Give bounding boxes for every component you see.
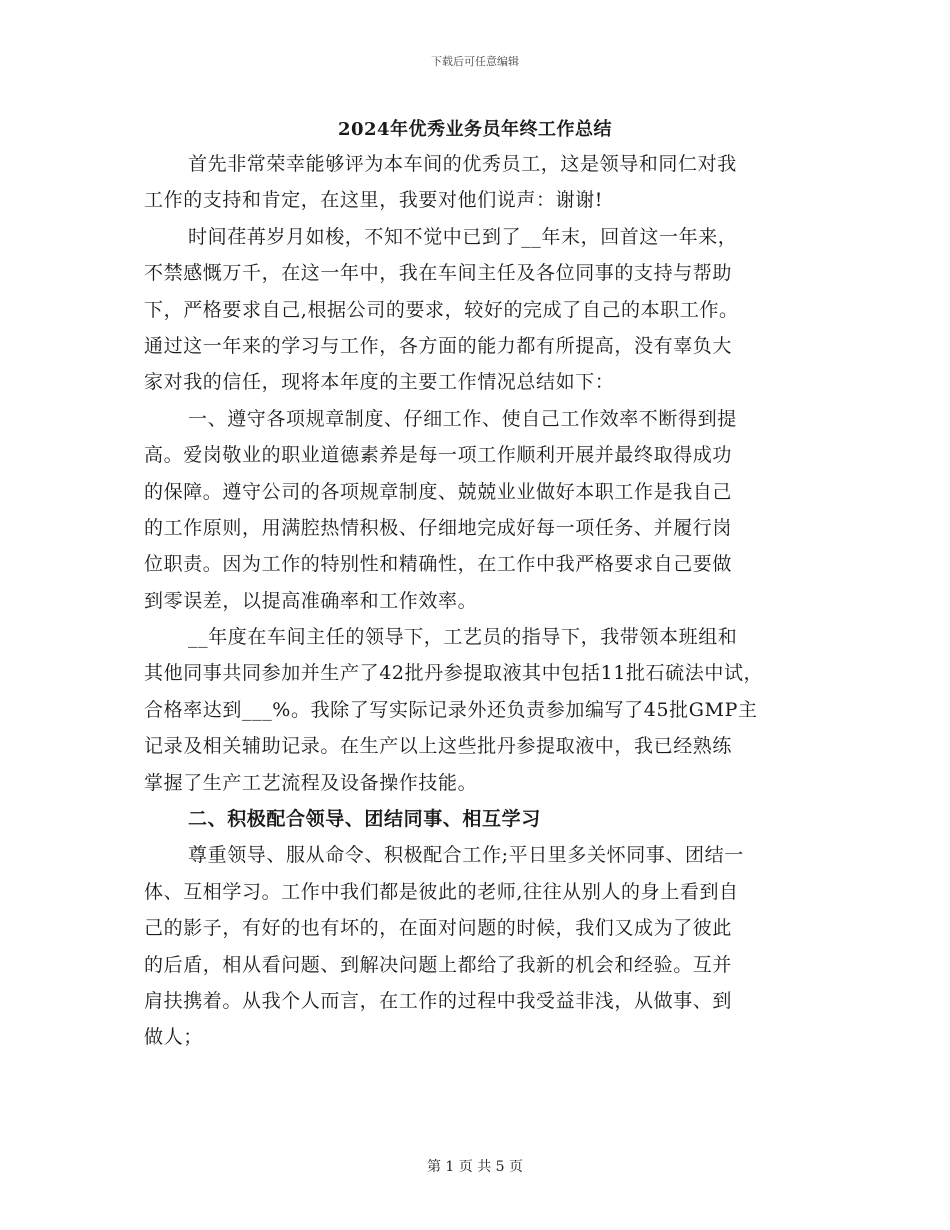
document-title: 2024年优秀业务员年终工作总结 [337, 119, 613, 140]
body-line: 其他同事共同参加并生产了42批丹参提取液其中包括11批石硫法中试， [144, 662, 764, 685]
body-line: 合格率达到___%。我除了写实际记录外还负责参加编写了45批GMP主 [144, 698, 758, 721]
body-line: 工作的支持和肯定，在这里，我要对他们说声：谢谢! [144, 189, 604, 212]
body-line: 的工作原则，用满腔热情积极、仔细地完成好每一项任务、并履行岗 [144, 516, 733, 539]
body-line: 一、遵守各项规章制度、仔细工作、使自己工作效率不断得到提 [188, 407, 737, 430]
header-note: 下载后可任意编辑 [431, 55, 519, 68]
body-line: 体、互相学习。工作中我们都是彼此的老师,往往从别人的身上看到自 [144, 880, 739, 903]
body-line: 到零误差，以提高准确率和工作效率。 [144, 589, 478, 612]
body-line: 的后盾，相从看问题、到解决问题上都给了我新的机会和经验。互并 [144, 953, 733, 976]
body-line: 高。爱岗敬业的职业道德素养是每一项工作顺利开展并最终取得成功 [144, 444, 733, 467]
body-line: 通过这一年来的学习与工作，各方面的能力都有所提高，没有辜负大 [144, 334, 733, 357]
body-line: 做人； [144, 1026, 203, 1049]
body-line: __年度在车间主任的领导下，工艺员的指导下，我带领本班组和 [188, 626, 738, 649]
body-line: 下，严格要求自己,根据公司的要求，较好的完成了自己的本职工作。 [144, 298, 739, 321]
body-line: 记录及相关辅助记录。在生产以上这些批丹参提取液中，我已经熟练 [144, 735, 733, 758]
body-line: 时间荏苒岁月如梭，不知不觉中已到了__年末，回首这一年来， [188, 225, 738, 248]
body-line: 己的影子，有好的也有坏的，在面对问题的时候，我们又成为了彼此 [144, 917, 733, 940]
body-line: 首先非常荣幸能够评为本车间的优秀员工，这是领导和同仁对我 [188, 153, 737, 175]
document-body [144, 146, 804, 1056]
body-line: 肩扶携着。从我个人而言，在工作的过程中我受益非浅，从做事、到 [144, 989, 733, 1012]
body-line: 掌握了生产工艺流程及设备操作技能。 [144, 771, 478, 794]
page-footer: 第 1 页 共 5 页 [426, 1159, 524, 1175]
body-line: 家对我的信任，现将本年度的主要工作情况总结如下： [144, 371, 615, 394]
body-line: 尊重领导、服从命令、积极配合工作;平日里多关怀同事、团结一 [188, 844, 744, 867]
body-line: 不禁感慨万千，在这一年中，我在车间主任及各位同事的支持与帮助 [144, 262, 733, 285]
body-line: 位职责。因为工作的特别性和精确性，在工作中我严格要求自己要做 [144, 553, 733, 576]
body-line: 的保障。遵守公司的各项规章制度、兢兢业业做好本职工作是我自己 [144, 480, 733, 503]
section-heading: 二、积极配合领导、团结同事、相互学习 [188, 808, 541, 831]
